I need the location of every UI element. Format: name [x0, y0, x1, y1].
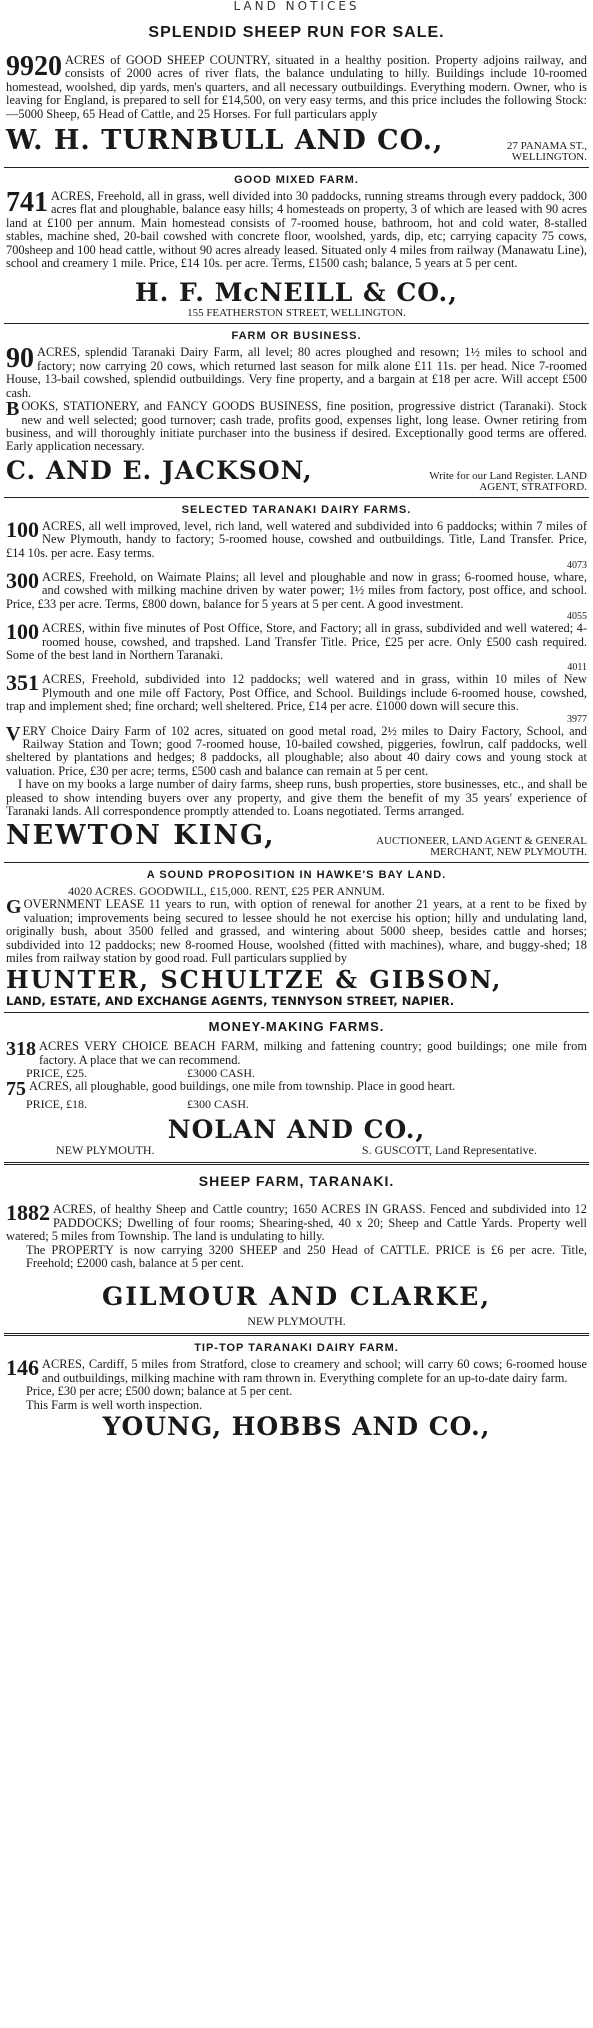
- agent-name: W. H. TURNBULL AND CO.,: [6, 125, 444, 157]
- agent-address: 155 FEATHERSTON STREET, WELLINGTON.: [187, 307, 406, 320]
- ad-title: SPLENDID SHEEP RUN FOR SALE.: [148, 24, 445, 41]
- ad-tip-top-dairy: [4, 1342, 589, 1441]
- acre-number: 351: [6, 670, 39, 696]
- agent-row: [6, 456, 587, 493]
- ad-mixed-farm: [4, 174, 589, 319]
- acre-number: 9920: [6, 51, 62, 82]
- listing-text: ACRES, all ploughable, good buildings, one mile from township. Place in good heart.: [29, 1079, 456, 1094]
- listing: [6, 722, 587, 779]
- divider: [4, 1012, 589, 1013]
- ad-body: [6, 187, 587, 271]
- acre-number: 1882: [6, 1200, 50, 1226]
- cash: £300 CASH.: [187, 1097, 250, 1112]
- ad-title: SELECTED TARANAKI DAIRY FARMS.: [181, 503, 412, 516]
- ad-text: ACRES of GOOD SHEEP COUNTRY, situated in a healthy position. Property adjoins railway, and consists of 2000 acres of river flats, the balance undulating to hilly. Buildings include 10-roomed homestead, woolshed, dip yards, men's quarters, and all necessary outbuildings. Everything modern. Owner, who is leaving for England, is prepared to sell for £14,500, on very easy terms, and this price includes the following Stock:—5000 Sheep, 65 Head of Cattle, and 25 Horses. For full particulars apply: [6, 53, 587, 121]
- ad-title: FARM OR BUSINESS.: [231, 330, 362, 343]
- ad-farm-or-business: [4, 330, 589, 492]
- ad-sheep-farm-taranaki: [4, 1173, 589, 1328]
- ad-text: ACRES, Cardiff, 5 miles from Stratford, close to creamery and school; will carry 60 cows; 6-roomed house and outbuildings, milking machine with ram thrown in. Everything complete for an up-to-date dairy farm.: [42, 1357, 587, 1385]
- ad-body: [6, 1355, 587, 1385]
- agent-row: [6, 820, 587, 858]
- listing-text: ACRES, Freehold, subdivided into 12 paddocks; well watered and in grass, within 10 miles of New Plymouth and one mile off Factory, Post Office, and School. Buildings include 6-roomed house, cowshed, trap and implement shed; fine orchard; well sheltered. Price, £14 per acre. £1000 down will secure this.: [6, 672, 587, 714]
- listing: [6, 516, 587, 560]
- ad-hawkes-bay: [4, 869, 589, 1008]
- listing: [6, 1040, 587, 1067]
- ad-body-2: [6, 400, 587, 454]
- drop-cap: B: [6, 398, 20, 421]
- agent-address: 27 PANAMA ST., WELLINGTON.: [506, 140, 587, 164]
- acre-number: 318: [6, 1038, 36, 1061]
- ad-title: A SOUND PROPOSITION IN HAWKE'S BAY LAND.: [146, 869, 447, 882]
- agent-address: AUCTIONEER, LAND AGENT & GENERAL MERCHANT, NEW PLYMOUTH.: [376, 835, 587, 859]
- divider: [4, 497, 589, 498]
- agent-address: LAND, ESTATE, AND EXCHANGE AGENTS, TENNYSON STREET, NAPIER.: [6, 994, 455, 1009]
- divider: [4, 1162, 589, 1165]
- acre-number: 75: [6, 1078, 26, 1101]
- acre-number: 100: [6, 516, 39, 542]
- ad-text: ACRES, splendid Taranaki Dairy Farm, all level; 80 acres ploughed and resown; 1½ miles to school and factory; now carrying 20 cows, which returned last season for milk alone £11 11s. per head. Nice 7-roomed House, 13-bail cowshed, splendid outbuildings. Very fine property, and a bargain at £18 per acre. Will accept £500 cash.: [6, 345, 587, 400]
- drop-cap: G: [6, 896, 22, 919]
- divider: [4, 1333, 589, 1336]
- ad-subtitle: 4020 ACRES. GOODWILL, £15,000. RENT, £25 PER ANNUM.: [68, 884, 385, 899]
- ad-body: [6, 343, 587, 400]
- agent-row: [6, 1144, 587, 1157]
- price-row: [6, 1098, 587, 1111]
- agent-town: NEW PLYMOUTH.: [247, 1314, 346, 1329]
- listing-ref: 4073: [567, 559, 587, 571]
- agent-name: NEWTON KING,: [6, 820, 276, 852]
- listing-text: ACRES, Freehold, on Waimate Plains; all level and ploughable and now in grass; 6-roomed house, whare, and cowshed with milking machine driven by water power; 1½ miles from factory, post office, and school. Price, £33 per acre. Terms, £800 down, balance for 5 years at 5 per cent. A good investment.: [6, 569, 587, 611]
- drop-cap: V: [6, 722, 21, 745]
- agent-town: NEW PLYMOUTH.: [56, 1143, 155, 1158]
- price: PRICE, £18.: [26, 1097, 88, 1112]
- listing-ref: 4055: [567, 611, 587, 623]
- note-text: I have on my books a large number of dairy farms, sheep runs, bush properties, store businesses, etc., and shall be pleased to show intending buyers over any property, and give them the benefit of my 35 years' experience of Taranaki lands. All correspondence promptly attended to. Loans negotiated. Terms arranged.: [6, 777, 587, 819]
- agent-name: H. F. McNEILL & CO.,: [135, 278, 458, 308]
- ad-text-2: The PROPERTY is now carrying 3200 SHEEP and 250 Head of CATTLE. PRICE is £6 per acre. Title, Freehold; £2000 cash, balance at 5 per cent.: [26, 1242, 587, 1270]
- acre-number: 90: [6, 343, 34, 375]
- agent-rep: S. GUSCOTT, Land Representative.: [361, 1143, 537, 1158]
- ad-text: OVERNMENT LEASE 11 years to run, with option of renewal for another 21 years, at a rent to be fixed by valuation; improvements being secured to lessee should he not exercise his option; hilly and undulating land, originally bush, about 3500 felled and grassed, and wintering about 5000 sheep, besides cattle and horses; subdivided into 12 paddocks; new 8-roomed House, woolshed (fitted with machines), whare, and buggy-shed; 18 miles from railway station by good road. Full particulars supplied by: [6, 897, 587, 966]
- listing: [6, 1078, 587, 1101]
- price: PRICE, £25.: [26, 1066, 88, 1081]
- divider: [4, 862, 589, 863]
- ad-text-2: Price, £30 per acre; £500 down; balance at 5 per cent.: [26, 1384, 293, 1399]
- ad-text-3: This Farm is well worth inspection.: [26, 1397, 203, 1412]
- acre-number: 300: [6, 567, 39, 593]
- ad-text: ACRES, Freehold, all in grass, well divided into 30 paddocks, running streams through every paddock, 300 acres flat and ploughable, balance easy hills; 4 homesteads on property, 3 of which are leased with 90 acres land at £100 per annum. Main homestead consists of 7-roomed house, bathroom, hot and cold water, 8-stalled stables, machine shed, 20-bail cowshed with concrete floor, woolshed, yards, dip, etc; carrying capacity 75 cows, 700sheep and 100 head cattle, without 90 acres already leased. Situated only 4 miles from railway (Manawatu Line), school and creamery 1 mile. Price, £14 10s. per acre. Terms, £1500 cash; balance, 5 years at 5 per cent.: [6, 189, 587, 271]
- ad-body: [6, 898, 587, 965]
- listing-text: ACRES VERY CHOICE BEACH FARM, milking and fattening country; good buildings; one mile from factory. A place that we can recommend.: [39, 1039, 587, 1067]
- divider: [4, 323, 589, 324]
- agent-name: HUNTER, SCHULTZE & GIBSON,: [6, 965, 503, 995]
- ad-body: [6, 51, 587, 121]
- agent-row: [6, 125, 587, 163]
- ad-title: GOOD MIXED FARM.: [234, 174, 359, 187]
- listing: [6, 619, 587, 662]
- agent-name: NOLAN AND CO.,: [167, 1115, 426, 1145]
- acre-number: 741: [6, 187, 48, 219]
- ad-money-making-farms: [4, 1019, 589, 1157]
- listing-ref: 3977: [567, 713, 587, 725]
- page-header: LAND NOTICES: [233, 0, 360, 10]
- listing-ref: 4011: [567, 662, 587, 674]
- agent-name: GILMOUR AND CLARKE,: [101, 1282, 492, 1312]
- listing-text: ACRES, all well improved, level, rich land, well watered and subdivided into 6 paddocks; within 7 miles of New Plymouth, handy to factory; 5-roomed house, cowshed and outbuildings. Title, Land Transfer. Price, £14 10s. per acre. Easy terms.: [6, 518, 587, 560]
- ad-title: SHEEP FARM, TARANAKI.: [198, 1173, 395, 1190]
- listing-text: ACRES, within five minutes of Post Office, Store, and Factory; all in grass, subdivided and well watered; 4-roomed house, cowshed, and trapshed. Land Transfer Title. Price, £25 per acre. Only £500 cash required. Some of the best land in Northern Taranaki.: [6, 621, 587, 662]
- acre-number: 146: [6, 1355, 39, 1381]
- ad-body: [6, 1200, 587, 1244]
- divider: [4, 167, 589, 168]
- agent-name: YOUNG, HOBBS AND CO.,: [102, 1411, 491, 1441]
- cash: £3000 CASH.: [187, 1066, 256, 1081]
- ad-taranaki-dairy-farms: [4, 504, 589, 859]
- ad-text: ACRES, of healthy Sheep and Cattle country; 1650 ACRES IN GRASS. Fenced and subdivided into 12 PADDOCKS; Dwelling of four rooms; Shearing-shed, 40 x 20; Sheep and Cattle Yards. Property well watered; 5 miles from Township. The land is undulating to hilly.: [6, 1202, 587, 1244]
- listing: [6, 567, 587, 611]
- listing-text: ERY Choice Dairy Farm of 102 acres, situated on good metal road, 2½ miles to Dairy Factory, School, and Railway Station and Town; good 7-roomed house, 10-bailed cowshed, piggeries, fowlrun, calf paddocks, well sheltered by plantations and hedges; 8 paddocks, all ploughable; also about 40 dairy cows and young stock at valuation. Price, £30 per acre; terms, £500 cash and balance can remain at 5 per cent.: [6, 723, 587, 778]
- ad-title: TIP-TOP TARANAKI DAIRY FARM.: [194, 1342, 399, 1355]
- acre-number: 100: [6, 619, 39, 645]
- listing: [6, 670, 587, 714]
- agent-address: Write for our Land Register. LAND AGENT, STRATFORD.: [429, 469, 587, 493]
- agent-name: C. AND E. JACKSON,: [6, 455, 313, 485]
- ad-title: MONEY-MAKING FARMS.: [208, 1019, 385, 1035]
- ad-sheep-run: [4, 24, 589, 163]
- ad-text: OOKS, STATIONERY, and FANCY GOODS BUSINESS, fine position, progressive district (Taranaki). Stock new and well selected; good turnover; cash trade, profits good, expenses light, long lease. Owner retiring from business, and will thoroughly initiate purchaser into the business if desired. Exceptionally good terms are offered. Early application necessary.: [6, 399, 587, 454]
